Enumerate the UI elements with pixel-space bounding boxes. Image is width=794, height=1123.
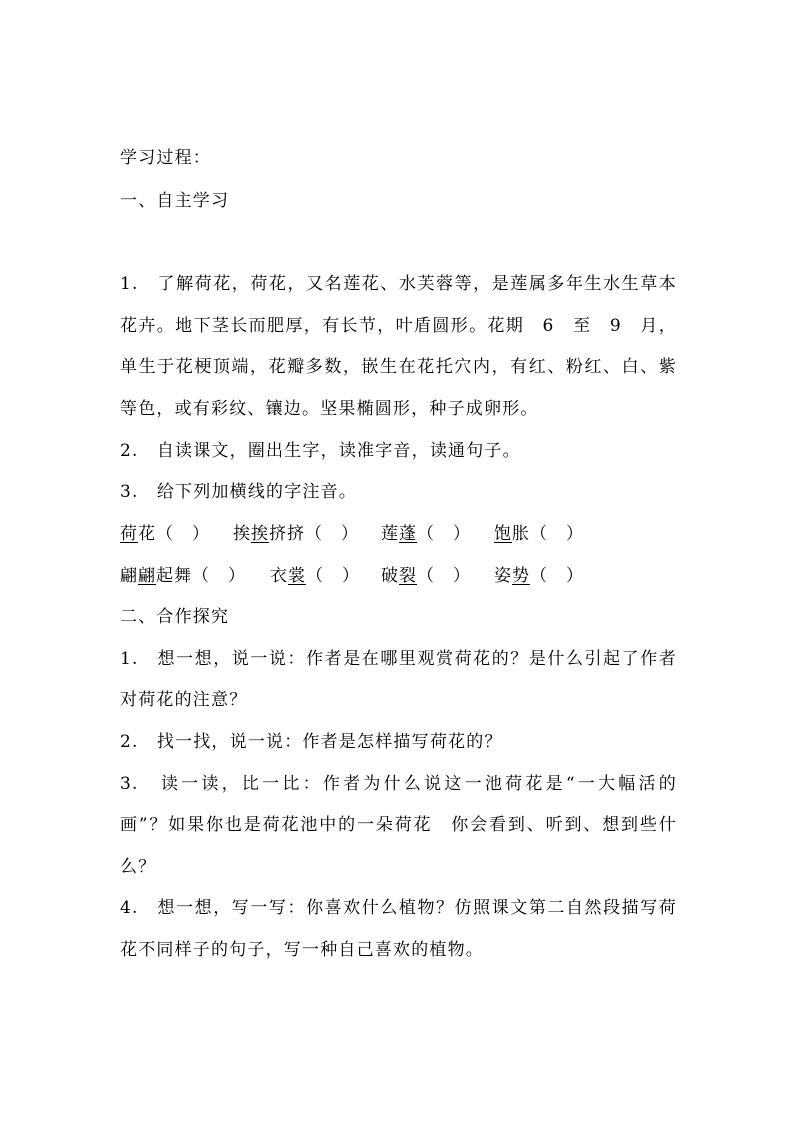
underlined-char: 裂 [399, 566, 417, 586]
word-group: 破裂（ ） [381, 566, 471, 586]
q3-line-3: 么？ [120, 857, 157, 877]
word-group: 莲蓬（ ） [381, 524, 471, 544]
item1-line-2: 花卉。地下茎长而肥厚，有长节，叶盾圆形。花期 6 至 9 月， [120, 316, 677, 336]
heading-learning-process: 学习过程： [120, 148, 211, 168]
item2-text: 2. 自读课文，圈出生字，读准字音，读通句子。 [120, 441, 521, 461]
underlined-char: 翩 [138, 566, 156, 586]
q2-text: 2. 找一找，说一说：作者是怎样描写荷花的？ [120, 732, 503, 752]
q3-line-1: 3. 读一读，比一比：作者为什么说这一池荷花是“一大幅活的 [120, 774, 677, 794]
word-group: 姿势（ ） [494, 566, 584, 586]
section-title-self-study: 一、自主学习 [120, 191, 230, 211]
word-group: 荷花（ ） [120, 524, 210, 544]
underlined-char: 势 [512, 566, 530, 586]
item1-line-1: 1. 了解荷花，荷花，又名莲花、水芙蓉等，是莲属多年生水生草本 [120, 274, 677, 294]
item3-text: 3. 给下列加横线的字注音。 [120, 482, 358, 502]
word-group: 翩翩起舞（ ） [120, 566, 246, 586]
word-group: 衣裳（ ） [270, 566, 360, 586]
q1-line-2: 对荷花的注意？ [120, 690, 248, 710]
q3-line-2: 画”？如果你也是荷花池中的一朵荷花 你会看到、听到、想到些什 [120, 815, 677, 835]
q4-line-2: 花不同样子的句子，写一种自己喜欢的植物。 [120, 940, 484, 960]
q4-line-1: 4. 想一想，写一写：你喜欢什么植物？仿照课文第二自然段描写荷 [120, 898, 677, 918]
underlined-char: 裳 [288, 566, 306, 586]
underlined-char: 荷 [120, 524, 138, 544]
underlined-char: 饱 [494, 524, 512, 544]
section-title-cooperative-inquiry: 二、合作探究 [120, 607, 230, 627]
underlined-char: 挨 [251, 524, 269, 544]
word-group: 饱胀（ ） [494, 524, 584, 544]
item1-line-3: 单生于花梗顶端，花瓣多数，嵌生在花托穴内，有红、粉红、白、紫 [120, 357, 677, 377]
word-group: 挨挨挤挤（ ） [233, 524, 359, 544]
item1-line-4: 等色，或有彩纹、镶边。坚果椭圆形，种子成卵形。 [120, 399, 539, 419]
underlined-char: 蓬 [399, 524, 417, 544]
q1-line-1: 1. 想一想，说一说：作者是在哪里观赏荷花的？是什么引起了作者 [120, 649, 677, 669]
